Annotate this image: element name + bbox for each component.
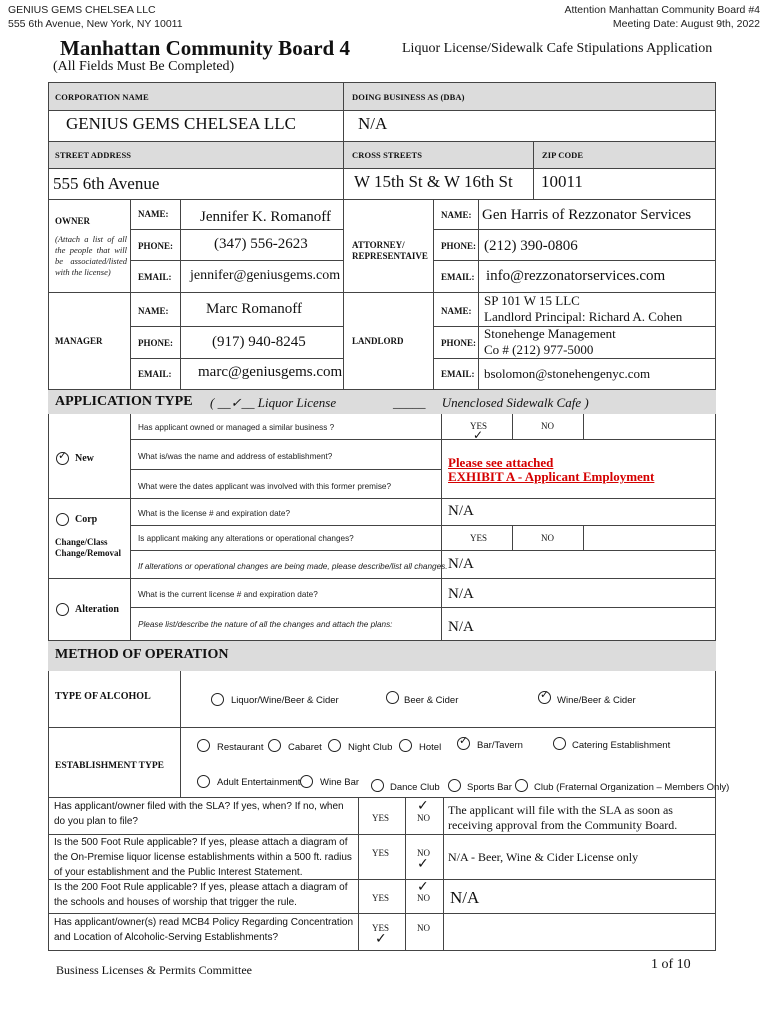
similar-no-option[interactable]: NO — [541, 421, 554, 431]
mcb4-yes-check-icon: ✓ — [375, 931, 387, 947]
form-subtitle: Liquor License/Sidewalk Cafe Stipulations Application — [402, 41, 713, 56]
attorney-name-value[interactable]: Gen Harris of Rezzonator Services — [482, 207, 692, 223]
est-catering-radio[interactable] — [553, 737, 566, 750]
sla-question: Has applicant/owner filed with the SLA? If yes, when? If no, when do you plan to file? — [54, 801, 344, 827]
new-answer-line2: EXHIBIT A - Applicant Employment — [448, 469, 655, 484]
landlord-name-line2[interactable]: Landlord Principal: Richard A. Cohen — [484, 309, 683, 324]
mcb4-yes-option[interactable]: YES — [372, 923, 390, 933]
header-left-line2: 555 6th Avenue, New York, NY 10011 — [8, 18, 183, 30]
landlord-phone-line1[interactable]: Stonehenge Management — [484, 326, 616, 341]
owner-label: OWNER — [55, 216, 91, 226]
est-cabaret-radio[interactable] — [268, 739, 281, 752]
new-radio[interactable] — [56, 449, 69, 465]
landlord-name-line1[interactable]: SP 101 W 15 LLC — [484, 293, 580, 308]
est-night-club: Night Club — [348, 742, 393, 753]
current-license-question: What is the current license # and expiration date? — [138, 590, 318, 599]
application-type-label: APPLICATION TYPE — [55, 394, 193, 409]
est-dance-club-radio[interactable] — [371, 779, 384, 792]
sla-answer[interactable]: The applicant will file with the SLA as soon as receiving approval from the Community Board. — [448, 803, 678, 832]
500-foot-no-option[interactable]: NO — [417, 848, 430, 858]
est-restaurant-radio[interactable] — [197, 739, 210, 752]
alterations-describe-answer[interactable]: N/A — [448, 556, 474, 572]
landlord-email-value[interactable]: bsolomon@stonehengenyc.com — [484, 366, 651, 381]
owner-email-label: EMAIL: — [138, 272, 172, 282]
alterations-yes-option[interactable]: YES — [470, 533, 488, 543]
owner-name-value[interactable]: Jennifer K. Romanoff — [200, 209, 331, 225]
est-restaurant: Restaurant — [217, 742, 264, 753]
est-wine-bar-radio[interactable] — [300, 775, 313, 788]
manager-phone-label: PHONE: — [138, 338, 173, 348]
new-question-2: What were the dates applicant was involved with this former premise? — [138, 482, 392, 491]
cross-streets-label: CROSS STREETS — [352, 150, 423, 160]
similar-yes-option[interactable]: YES — [470, 421, 488, 431]
500-foot-yes-option[interactable]: YES — [372, 848, 390, 858]
attorney-label: ATTORNEY/ REPRESENTAIVE — [352, 240, 428, 261]
manager-name-label: NAME: — [138, 306, 169, 316]
sla-yes-option[interactable]: YES — [372, 813, 390, 823]
landlord-label: LANDLORD — [352, 336, 404, 346]
new-answer-line1: Please see attached — [448, 455, 554, 470]
street-address-value[interactable]: 555 6th Avenue — [53, 174, 160, 193]
corp-license-question: What is the license # and expiration date? — [138, 509, 291, 518]
method-label: METHOD OF OPERATION — [55, 647, 229, 662]
sidewalk-cafe-option[interactable]: _____ Unenclosed Sidewalk Cafe ) — [393, 395, 589, 410]
200-foot-yes-option[interactable]: YES — [372, 893, 390, 903]
est-catering: Catering Establishment — [572, 740, 671, 751]
est-dance-club: Dance Club — [390, 782, 440, 793]
corp-license-answer[interactable]: N/A — [448, 503, 474, 519]
new-question-1: What is/was the name and address of establishment? — [138, 452, 333, 461]
owner-phone-label: PHONE: — [138, 241, 173, 251]
footer-page-number: 1 of 10 — [651, 957, 691, 972]
manager-phone-value[interactable]: (917) 940-8245 — [212, 334, 306, 350]
header-left-line1: GENIUS GEMS CHELSEA LLC — [8, 4, 156, 16]
est-cabaret: Cabaret — [288, 742, 322, 753]
est-club: Club (Fraternal Organization – Members Only) — [534, 782, 730, 793]
est-bar-tavern: Bar/Tavern — [477, 740, 523, 751]
plans-answer[interactable]: N/A — [448, 619, 474, 635]
est-adult-entertainment: Adult Entertainment — [217, 777, 301, 788]
new-label: New — [75, 453, 94, 464]
street-address-label: STREET ADDRESS — [55, 150, 132, 160]
new-radio-check-icon: ✓ — [58, 449, 68, 462]
landlord-phone-line2[interactable]: Co # (212) 977-5000 — [484, 342, 594, 357]
attorney-email-value[interactable]: info@rezzonatorservices.com — [486, 268, 666, 284]
200-foot-question: Is the 200 Foot Rule applicable? If yes, please attach a diagram of the schools and houses of worship that trigger the rule. — [54, 882, 348, 908]
est-night-club-radio[interactable] — [328, 739, 341, 752]
header-right-line1: Attention Manhattan Community Board #4 — [564, 4, 760, 16]
plans-question: Please list/describe the nature of all the changes and attach the plans: — [138, 620, 393, 629]
landlord-name-label: NAME: — [441, 306, 472, 316]
alcohol-option-beer: Beer & Cider — [404, 695, 459, 706]
corp-name-label: CORPORATION NAME — [55, 92, 149, 102]
est-bar-tavern-check-icon: ✓ — [459, 734, 469, 747]
change-class-label: Change/Class Change/Removal — [55, 537, 121, 558]
establishment-type-label: ESTABLISHMENT TYPE — [55, 761, 165, 771]
corp-label: Corp — [75, 514, 98, 525]
attorney-phone-label: PHONE: — [441, 241, 476, 251]
alcohol-option-wine: Wine/Beer & Cider — [557, 695, 636, 706]
est-sports-bar: Sports Bar — [467, 782, 512, 793]
zip-code-label: ZIP CODE — [542, 150, 584, 160]
attorney-email-label: EMAIL: — [441, 272, 475, 282]
similar-yes-check-icon: ✓ — [473, 428, 484, 442]
est-adult-entertainment-radio[interactable] — [197, 775, 210, 788]
alcohol-option-beer-radio[interactable] — [386, 691, 399, 704]
current-license-answer[interactable]: N/A — [448, 586, 474, 602]
est-hotel-radio[interactable] — [399, 739, 412, 752]
alcohol-option-wine-radio[interactable] — [538, 688, 551, 704]
sla-no-check-icon: ✓ — [417, 798, 429, 814]
form-note: (All Fields Must Be Completed) — [53, 59, 235, 74]
zip-code-value[interactable]: 10011 — [541, 172, 583, 191]
landlord-email-label: EMAIL: — [441, 369, 475, 379]
manager-label: MANAGER — [55, 336, 103, 346]
dba-label: DOING BUSINESS AS (DBA) — [352, 92, 465, 102]
landlord-phone-label: PHONE: — [441, 338, 476, 348]
alteration-radio[interactable] — [56, 603, 69, 616]
200-foot-no-option[interactable]: NO — [417, 893, 430, 903]
manager-email-label: EMAIL: — [138, 369, 172, 379]
owner-phone-value[interactable]: (347) 556-2623 — [214, 236, 308, 252]
500-foot-no-check-icon: ✓ — [417, 856, 429, 872]
similar-business-question: Has applicant owned or managed a similar business ? — [138, 423, 335, 432]
mcb4-no-option[interactable]: NO — [417, 923, 430, 933]
alcohol-option-liquor: Liquor/Wine/Beer & Cider — [231, 695, 339, 706]
mcb4-policy-question: Has applicant/owner(s) read MCB4 Policy Regarding Concentration and Location of Alcoholic-Serving Establishments? — [54, 917, 354, 943]
alteration-label: Alteration — [75, 604, 119, 615]
sla-no-option[interactable]: NO — [417, 813, 430, 823]
alterations-describe-question: If alterations or operational changes are being made, please describe/list all changes. — [138, 562, 448, 571]
est-wine-bar: Wine Bar — [320, 777, 360, 788]
cross-streets-value[interactable]: W 15th St & W 16th St — [354, 172, 513, 191]
dba-value[interactable]: N/A — [358, 114, 388, 133]
alterations-question: Is applicant making any alterations or operational changes? — [138, 534, 354, 543]
manager-email-value[interactable]: marc@geniusgems.com — [198, 364, 343, 380]
500-foot-answer[interactable]: N/A - Beer, Wine & Cider License only — [448, 850, 639, 864]
200-foot-no-check-icon: ✓ — [417, 879, 429, 895]
owner-name-label: NAME: — [138, 209, 169, 219]
alcohol-option-wine-check-icon: ✓ — [540, 688, 550, 701]
alcohol-option-liquor-radio[interactable] — [211, 693, 224, 706]
header-right-line2: Meeting Date: August 9th, 2022 — [612, 18, 760, 30]
owner-email-value[interactable]: jennifer@geniusgems.com — [190, 268, 341, 283]
owner-note: (Attach a list of all the people that will be associated/listed with the license) — [55, 234, 127, 277]
footer-committee: Business Licenses & Permits Committee — [56, 963, 252, 977]
alterations-no-option[interactable]: NO — [541, 533, 554, 543]
200-foot-answer[interactable]: N/A — [450, 888, 480, 907]
type-of-alcohol-label: TYPE OF ALCOHOL — [55, 691, 151, 702]
attorney-phone-value[interactable]: (212) 390-0806 — [484, 238, 578, 254]
est-club-radio[interactable] — [515, 779, 528, 792]
est-sports-bar-radio[interactable] — [448, 779, 461, 792]
corp-radio[interactable] — [56, 513, 69, 526]
manager-name-value[interactable]: Marc Romanoff — [206, 301, 302, 317]
liquor-license-option[interactable]: ( __✓__ Liquor License — [210, 395, 337, 410]
500-foot-question: Is the 500 Foot Rule applicable? If yes, please attach a diagram of the On-Premise liquor license establishments within a 500 ft. radius of your establishment and the Public Interest Statement. — [54, 837, 352, 878]
corp-name-value[interactable]: GENIUS GEMS CHELSEA LLC — [66, 114, 296, 133]
form-title: Manhattan Community Board 4 — [60, 36, 350, 60]
attorney-name-label: NAME: — [441, 210, 472, 220]
est-bar-tavern-radio[interactable] — [457, 734, 470, 750]
est-hotel: Hotel — [419, 742, 442, 753]
